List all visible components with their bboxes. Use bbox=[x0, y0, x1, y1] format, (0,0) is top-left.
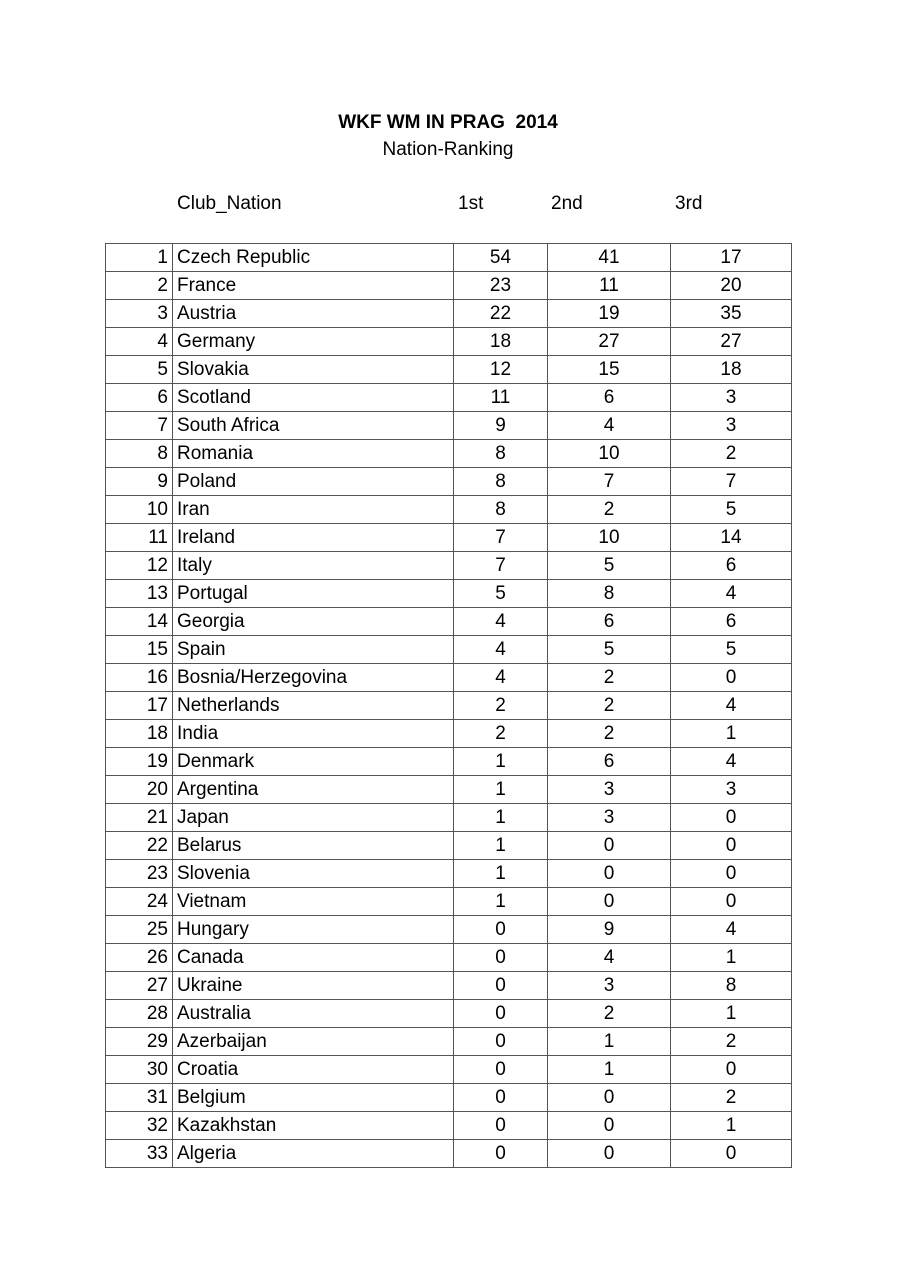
rank-cell: 14 bbox=[106, 608, 173, 636]
first-place-cell: 4 bbox=[454, 636, 548, 664]
rank-cell: 26 bbox=[106, 944, 173, 972]
second-place-cell: 0 bbox=[548, 888, 671, 916]
rank-cell: 23 bbox=[106, 860, 173, 888]
first-place-cell: 22 bbox=[454, 300, 548, 328]
first-place-cell: 8 bbox=[454, 440, 548, 468]
rank-cell: 1 bbox=[106, 244, 173, 272]
first-place-cell: 1 bbox=[454, 888, 548, 916]
rank-cell: 29 bbox=[106, 1028, 173, 1056]
nation-cell: Spain bbox=[173, 636, 454, 664]
table-row bbox=[106, 972, 792, 1000]
table-row bbox=[106, 440, 792, 468]
second-place-cell: 6 bbox=[548, 608, 671, 636]
table-row bbox=[106, 720, 792, 748]
third-place-cell: 35 bbox=[671, 300, 792, 328]
third-place-cell: 3 bbox=[671, 412, 792, 440]
third-place-cell: 17 bbox=[671, 244, 792, 272]
rank-cell: 20 bbox=[106, 776, 173, 804]
rank-cell: 19 bbox=[106, 748, 173, 776]
table-row bbox=[106, 832, 792, 860]
nation-cell: Vietnam bbox=[173, 888, 454, 916]
rank-cell: 17 bbox=[106, 692, 173, 720]
table-row bbox=[106, 1000, 792, 1028]
rank-cell: 10 bbox=[106, 496, 173, 524]
column-header-second: 2nd bbox=[551, 193, 583, 214]
table-row bbox=[106, 300, 792, 328]
nation-cell: Austria bbox=[173, 300, 454, 328]
rank-cell: 9 bbox=[106, 468, 173, 496]
nation-cell: Japan bbox=[173, 804, 454, 832]
first-place-cell: 8 bbox=[454, 496, 548, 524]
third-place-cell: 1 bbox=[671, 1112, 792, 1140]
first-place-cell: 12 bbox=[454, 356, 548, 384]
third-place-cell: 4 bbox=[671, 748, 792, 776]
second-place-cell: 10 bbox=[548, 440, 671, 468]
table-row bbox=[106, 1140, 792, 1168]
rank-cell: 18 bbox=[106, 720, 173, 748]
second-place-cell: 27 bbox=[548, 328, 671, 356]
second-place-cell: 7 bbox=[548, 468, 671, 496]
table-row bbox=[106, 1112, 792, 1140]
third-place-cell: 1 bbox=[671, 720, 792, 748]
nation-cell: Azerbaijan bbox=[173, 1028, 454, 1056]
column-header-nation: Club_Nation bbox=[177, 193, 282, 214]
third-place-cell: 4 bbox=[671, 692, 792, 720]
second-place-cell: 11 bbox=[548, 272, 671, 300]
table-row bbox=[106, 748, 792, 776]
second-place-cell: 6 bbox=[548, 384, 671, 412]
second-place-cell: 8 bbox=[548, 580, 671, 608]
nation-cell: Poland bbox=[173, 468, 454, 496]
first-place-cell: 1 bbox=[454, 804, 548, 832]
third-place-cell: 6 bbox=[671, 552, 792, 580]
rank-cell: 24 bbox=[106, 888, 173, 916]
third-place-cell: 0 bbox=[671, 664, 792, 692]
second-place-cell: 0 bbox=[548, 860, 671, 888]
first-place-cell: 0 bbox=[454, 1028, 548, 1056]
table-row bbox=[106, 552, 792, 580]
nation-cell: Hungary bbox=[173, 916, 454, 944]
first-place-cell: 54 bbox=[454, 244, 548, 272]
second-place-cell: 6 bbox=[548, 748, 671, 776]
first-place-cell: 0 bbox=[454, 1084, 548, 1112]
second-place-cell: 4 bbox=[548, 944, 671, 972]
second-place-cell: 0 bbox=[548, 832, 671, 860]
table-row bbox=[106, 1028, 792, 1056]
first-place-cell: 4 bbox=[454, 608, 548, 636]
nation-cell: Bosnia/Herzegovina bbox=[173, 664, 454, 692]
first-place-cell: 9 bbox=[454, 412, 548, 440]
nation-cell: South Africa bbox=[173, 412, 454, 440]
third-place-cell: 20 bbox=[671, 272, 792, 300]
table-row bbox=[106, 468, 792, 496]
table-row bbox=[106, 524, 792, 552]
column-header-first: 1st bbox=[458, 193, 484, 214]
first-place-cell: 11 bbox=[454, 384, 548, 412]
nation-cell: Algeria bbox=[173, 1140, 454, 1168]
ranking-table bbox=[105, 243, 792, 1168]
table-row bbox=[106, 1056, 792, 1084]
second-place-cell: 41 bbox=[548, 244, 671, 272]
rank-cell: 5 bbox=[106, 356, 173, 384]
nation-cell: France bbox=[173, 272, 454, 300]
third-place-cell: 3 bbox=[671, 384, 792, 412]
third-place-cell: 27 bbox=[671, 328, 792, 356]
nation-cell: Scotland bbox=[173, 384, 454, 412]
nation-cell: Czech Republic bbox=[173, 244, 454, 272]
third-place-cell: 2 bbox=[671, 440, 792, 468]
nation-cell: Croatia bbox=[173, 1056, 454, 1084]
second-place-cell: 2 bbox=[548, 692, 671, 720]
third-place-cell: 6 bbox=[671, 608, 792, 636]
table-row bbox=[106, 496, 792, 524]
nation-cell: Belarus bbox=[173, 832, 454, 860]
rank-cell: 15 bbox=[106, 636, 173, 664]
second-place-cell: 0 bbox=[548, 1112, 671, 1140]
rank-cell: 13 bbox=[106, 580, 173, 608]
second-place-cell: 0 bbox=[548, 1084, 671, 1112]
rank-cell: 22 bbox=[106, 832, 173, 860]
table-row bbox=[106, 860, 792, 888]
first-place-cell: 0 bbox=[454, 1056, 548, 1084]
third-place-cell: 1 bbox=[671, 944, 792, 972]
nation-cell: Australia bbox=[173, 1000, 454, 1028]
third-place-cell: 14 bbox=[671, 524, 792, 552]
rank-cell: 6 bbox=[106, 384, 173, 412]
first-place-cell: 5 bbox=[454, 580, 548, 608]
first-place-cell: 0 bbox=[454, 1000, 548, 1028]
rank-cell: 27 bbox=[106, 972, 173, 1000]
rank-cell: 2 bbox=[106, 272, 173, 300]
table-row bbox=[106, 888, 792, 916]
nation-cell: Georgia bbox=[173, 608, 454, 636]
nation-cell: Argentina bbox=[173, 776, 454, 804]
third-place-cell: 4 bbox=[671, 580, 792, 608]
rank-cell: 4 bbox=[106, 328, 173, 356]
first-place-cell: 1 bbox=[454, 748, 548, 776]
rank-cell: 30 bbox=[106, 1056, 173, 1084]
third-place-cell: 4 bbox=[671, 916, 792, 944]
table-row bbox=[106, 356, 792, 384]
second-place-cell: 2 bbox=[548, 720, 671, 748]
rank-cell: 32 bbox=[106, 1112, 173, 1140]
second-place-cell: 3 bbox=[548, 804, 671, 832]
nation-cell: Portugal bbox=[173, 580, 454, 608]
second-place-cell: 2 bbox=[548, 496, 671, 524]
nation-cell: Iran bbox=[173, 496, 454, 524]
second-place-cell: 5 bbox=[548, 552, 671, 580]
rank-cell: 25 bbox=[106, 916, 173, 944]
second-place-cell: 10 bbox=[548, 524, 671, 552]
first-place-cell: 2 bbox=[454, 692, 548, 720]
first-place-cell: 2 bbox=[454, 720, 548, 748]
table-row bbox=[106, 384, 792, 412]
rank-cell: 28 bbox=[106, 1000, 173, 1028]
first-place-cell: 0 bbox=[454, 1140, 548, 1168]
nation-cell: India bbox=[173, 720, 454, 748]
table-row bbox=[106, 244, 792, 272]
third-place-cell: 0 bbox=[671, 1140, 792, 1168]
table-row bbox=[106, 776, 792, 804]
third-place-cell: 0 bbox=[671, 804, 792, 832]
second-place-cell: 2 bbox=[548, 1000, 671, 1028]
rank-cell: 11 bbox=[106, 524, 173, 552]
document-subtitle: Nation-Ranking bbox=[382, 139, 514, 160]
nation-cell: Ukraine bbox=[173, 972, 454, 1000]
first-place-cell: 7 bbox=[454, 552, 548, 580]
third-place-cell: 2 bbox=[671, 1084, 792, 1112]
second-place-cell: 0 bbox=[548, 1140, 671, 1168]
second-place-cell: 1 bbox=[548, 1028, 671, 1056]
rank-cell: 31 bbox=[106, 1084, 173, 1112]
table-row bbox=[106, 692, 792, 720]
first-place-cell: 7 bbox=[454, 524, 548, 552]
table-row bbox=[106, 1084, 792, 1112]
column-header-third: 3rd bbox=[675, 193, 703, 214]
nation-cell: Slovakia bbox=[173, 356, 454, 384]
table-row bbox=[106, 272, 792, 300]
nation-cell: Denmark bbox=[173, 748, 454, 776]
nation-cell: Slovenia bbox=[173, 860, 454, 888]
third-place-cell: 5 bbox=[671, 496, 792, 524]
rank-cell: 21 bbox=[106, 804, 173, 832]
third-place-cell: 1 bbox=[671, 1000, 792, 1028]
nation-cell: Ireland bbox=[173, 524, 454, 552]
table-row bbox=[106, 580, 792, 608]
second-place-cell: 3 bbox=[548, 972, 671, 1000]
table-row bbox=[106, 944, 792, 972]
nation-cell: Germany bbox=[173, 328, 454, 356]
nation-cell: Canada bbox=[173, 944, 454, 972]
third-place-cell: 3 bbox=[671, 776, 792, 804]
first-place-cell: 8 bbox=[454, 468, 548, 496]
second-place-cell: 1 bbox=[548, 1056, 671, 1084]
second-place-cell: 5 bbox=[548, 636, 671, 664]
rank-cell: 33 bbox=[106, 1140, 173, 1168]
rank-cell: 7 bbox=[106, 412, 173, 440]
nation-cell: Belgium bbox=[173, 1084, 454, 1112]
first-place-cell: 1 bbox=[454, 860, 548, 888]
rank-cell: 16 bbox=[106, 664, 173, 692]
third-place-cell: 2 bbox=[671, 1028, 792, 1056]
third-place-cell: 0 bbox=[671, 888, 792, 916]
table-row bbox=[106, 328, 792, 356]
document-title: WKF WM IN PRAG 2014 bbox=[338, 112, 558, 133]
first-place-cell: 23 bbox=[454, 272, 548, 300]
nation-cell: Kazakhstan bbox=[173, 1112, 454, 1140]
third-place-cell: 5 bbox=[671, 636, 792, 664]
third-place-cell: 0 bbox=[671, 1056, 792, 1084]
third-place-cell: 0 bbox=[671, 860, 792, 888]
table-row bbox=[106, 664, 792, 692]
third-place-cell: 0 bbox=[671, 832, 792, 860]
third-place-cell: 18 bbox=[671, 356, 792, 384]
ranking-table-body bbox=[106, 244, 792, 1168]
second-place-cell: 3 bbox=[548, 776, 671, 804]
table-row bbox=[106, 636, 792, 664]
second-place-cell: 9 bbox=[548, 916, 671, 944]
table-row bbox=[106, 412, 792, 440]
first-place-cell: 18 bbox=[454, 328, 548, 356]
first-place-cell: 0 bbox=[454, 1112, 548, 1140]
third-place-cell: 8 bbox=[671, 972, 792, 1000]
table-row bbox=[106, 608, 792, 636]
rank-cell: 12 bbox=[106, 552, 173, 580]
first-place-cell: 0 bbox=[454, 916, 548, 944]
first-place-cell: 1 bbox=[454, 776, 548, 804]
first-place-cell: 0 bbox=[454, 944, 548, 972]
third-place-cell: 7 bbox=[671, 468, 792, 496]
rank-cell: 3 bbox=[106, 300, 173, 328]
rank-cell: 8 bbox=[106, 440, 173, 468]
first-place-cell: 4 bbox=[454, 664, 548, 692]
second-place-cell: 4 bbox=[548, 412, 671, 440]
nation-cell: Romania bbox=[173, 440, 454, 468]
table-row bbox=[106, 916, 792, 944]
nation-cell: Italy bbox=[173, 552, 454, 580]
second-place-cell: 19 bbox=[548, 300, 671, 328]
first-place-cell: 1 bbox=[454, 832, 548, 860]
second-place-cell: 2 bbox=[548, 664, 671, 692]
first-place-cell: 0 bbox=[454, 972, 548, 1000]
table-row bbox=[106, 804, 792, 832]
second-place-cell: 15 bbox=[548, 356, 671, 384]
nation-cell: Netherlands bbox=[173, 692, 454, 720]
